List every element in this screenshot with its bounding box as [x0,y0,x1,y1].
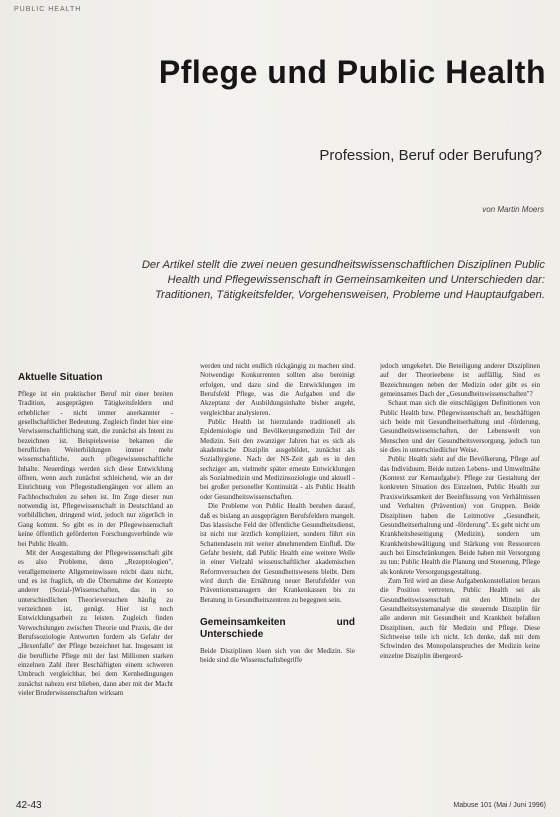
lead-paragraph: Der Artikel stellt die zwei neuen gesundheitswissenschaftlichen Disziplinen Public Health und Pflegewissenschaft in Gemeinsamkeiten und Unterschieden dar: Traditionen, Tätigkeitsfelder, Vorgehensweisen, Probleme und Hauptaufgaben. [141,259,545,301]
body-paragraph: Beide Disziplinen lösen sich von der Medizin. Sie beide sind die Wissenschaftsbegriffe [200,646,355,665]
body-paragraph: Zum Teil wird an diese Aufgabenkonstellation heraus die Position vertreten, Public Health sei als Gesundheitswissenschaft mit den Mitteln der Gesundheitssystemanalyse die steuernde Disziplin für alle anderen mit Gesundheit und Krankheit befaßten Disziplinen, auch für Medizin und Pflege. Diese Sichtweise teile ich nicht. Ich denke, daß mit dem Schwinden des Monopolanspruches der Medizin keine einzelne Disziplin übergeord- [380,576,540,660]
body-paragraph: werden und nicht endlich rückgängig zu machen sind. Notwendige Konkurrenten sollten also bereinigt erfolgen, und dazu sind die Entwicklungen im Berufsfeld Pflege, was die Aufgaben und die Akzeptanz der Ausbildungsinhalte bisher angeht, vergleichbar analysieren. [200,362,355,417]
body-paragraph: Pflege ist ein praktischer Beruf mit einer breiten Tradition, ausgeprägten Tätigkeitsfeldern und erheblicher - nicht immer anerkannter - gesellschaftlicher Bedeutung. Zugleich findet hier eine Verwissenschaftlichung statt, die zunächst als Intent zu bezeichnen ist. Beispielsweise bekamen die beruflichen Weiterbildungen immer mehr wissenschaftliche, auch pflegewissenschaftliche Inhalte. Neuerdings werden sich diese Entwicklung öffnen, wenn auch zunächst schleichend, wie an der Einrichtung von Pflegestudiengängen vor allem an Fachhochschulen zu sehen ist. Im Zuge dieser nun notwendig ist, Pflegewissenschaft in Deutschland an vorbildlichen, dringend wird, jedoch nur zögerlich in Gang kommt. So gibt es in der Pflegewissenschaft keine öffentlich geförderten Forschungsverbünde wie bei Public Health. [18,390,173,548]
text-column-2 [200,362,355,790]
text-column-1 [18,362,173,790]
body-paragraph: Die Probleme von Public Health beruhen darauf, daß es bislang an ausgeprägten Berufsfeldern mangelt. Das klassische Feld der öffentliche Gesundheitsdienst, ist nicht nur ärztlich kompliziert, sondern führt ein Schattendasein mit weiter abnehmendem Einfluß. Die Gefahr besteht, daß Public Health eine weitere Welle in einer Vielzahl wissenschaftlicher akademischen Reformversuchen der Gesundheitswesens bleibt. Dem wird durch die Ernährung neuer Berufsfelder von Präventionsmanagern der Krankenkassen bis zu Beratung in Gesundheitszentren zu begegnen sein. [200,502,355,604]
author-byline: von Martin Moers [482,205,544,214]
text-column-3 [380,362,540,790]
body-paragraph: Public Health sieht auf die Bevölkerung, Pflege auf das Individuum. Beide nutzen Lebens- und Umweltnähe (Kontext zur Kernaufgabe): Pflege zur Gestaltung der konkreten Situation des Einzelnen, Public Health zur Praxiswirksamkeit der Beeinflussung von Verhältnissen und Verhalten (Prävention) von Gruppen. Beide Disziplinen haben die Leitmotive „Gesundheit, Gesundheitserhaltung und -förderung". Es geht nicht um Krankheitsbeseitigung (Medizin), sondern um Krankheitsbewältigung und Stärkung von Ressourcen auch bei Einschränkungen. Beide haben mit Versorgung zu tun: Public Health die Planung und Steuerung, Pflege als konkrete Versorgungsgestaltung. [380,455,540,576]
section-heading-aktuelle-situation: Aktuelle Situation [18,372,103,383]
body-paragraph: Schaut man sich die einschlägigen Definitionen von Public Health bzw. Pflegewissenschaft an, beschäftigen sich beide mit Gesundheitserhaltung und -förderung, Gesundheitswissenschaften, der Lebenswelt von Menschen und der Gesundheitsversorgung, jedoch tun sie dies in unterschiedlicher Weise. [380,399,540,455]
body-paragraph: Public Health ist hierzulande traditionell als Epidemiologie und Bevölkerungsmedizin Teil der Medizin. Seit den zwanziger Jahren hat es sich als akademische Disziplin ausgebildet, zunächst als Sozialhygiene. Nach der NS-Zeit gab es in den sechziger am, vielmehr später erneute Entwicklungen als Sozialmedizin und Medizinsoziologie und aktuell - bei großer personeller Kontinuität - als Public Health oder Gesundheitswissenschaften. [200,418,355,501]
section-heading-gemeinsamkeiten: Gemeinsamkeiten und Unterschiede [200,616,355,640]
body-paragraph: jedoch umgekehrt. Die Beteiligung anderer Disziplinen auf der Theorieebene ist auffällig. Sind es Bezeichnungen neben der Medizin oder gibt es ein gemeinsames Dach der „Gesundheitswissenschaften"? [380,362,540,399]
journal-citation: Mabuse 101 (Mai / Juni 1996) [453,802,546,809]
article-subtitle: Profession, Beruf oder Berufung? [319,147,542,164]
article-title: Pflege und Public Health [158,54,546,90]
body-paragraph: Mit der Ausgestaltung der Pflegewissenschaft gibt es also Probleme, denn „Rezeptologien", verallgemeinerte Allgemeinwissen reicht dazu nicht, und es ist fraglich, ob die Übernahme der Konzepte anderer (Sozial-)Wissenschaften, das in so unterschiedlichen Theorieversuchen häufig zu verzeichnen ist, genügt. Hier ist noch Entwicklungsarbeit zu leisten. Zugleich finden Verwechslungen zwischen Theorie und Praxis, die der Berufssoziologie Antworten fordern als Gefahr der „Hexenfalle" der Pflege bezeichnet hat. Insgesamt ist die berufliche Pflege mit der fast Millionen starken einzelnen Zahl ihrer Beschäftigten einem schweren Umbruch vergleichbar, bei dem Kernbedingungen zunächst nahezu erst blieben, dann aber mit der Macht vieler Bruderwissenschaften wirksam [18,548,173,697]
running-head: PUBLIC HEALTH [14,6,82,13]
page-mark: -43 [27,800,42,811]
page-number-value: 42 [16,800,28,811]
page-number [16,800,42,811]
